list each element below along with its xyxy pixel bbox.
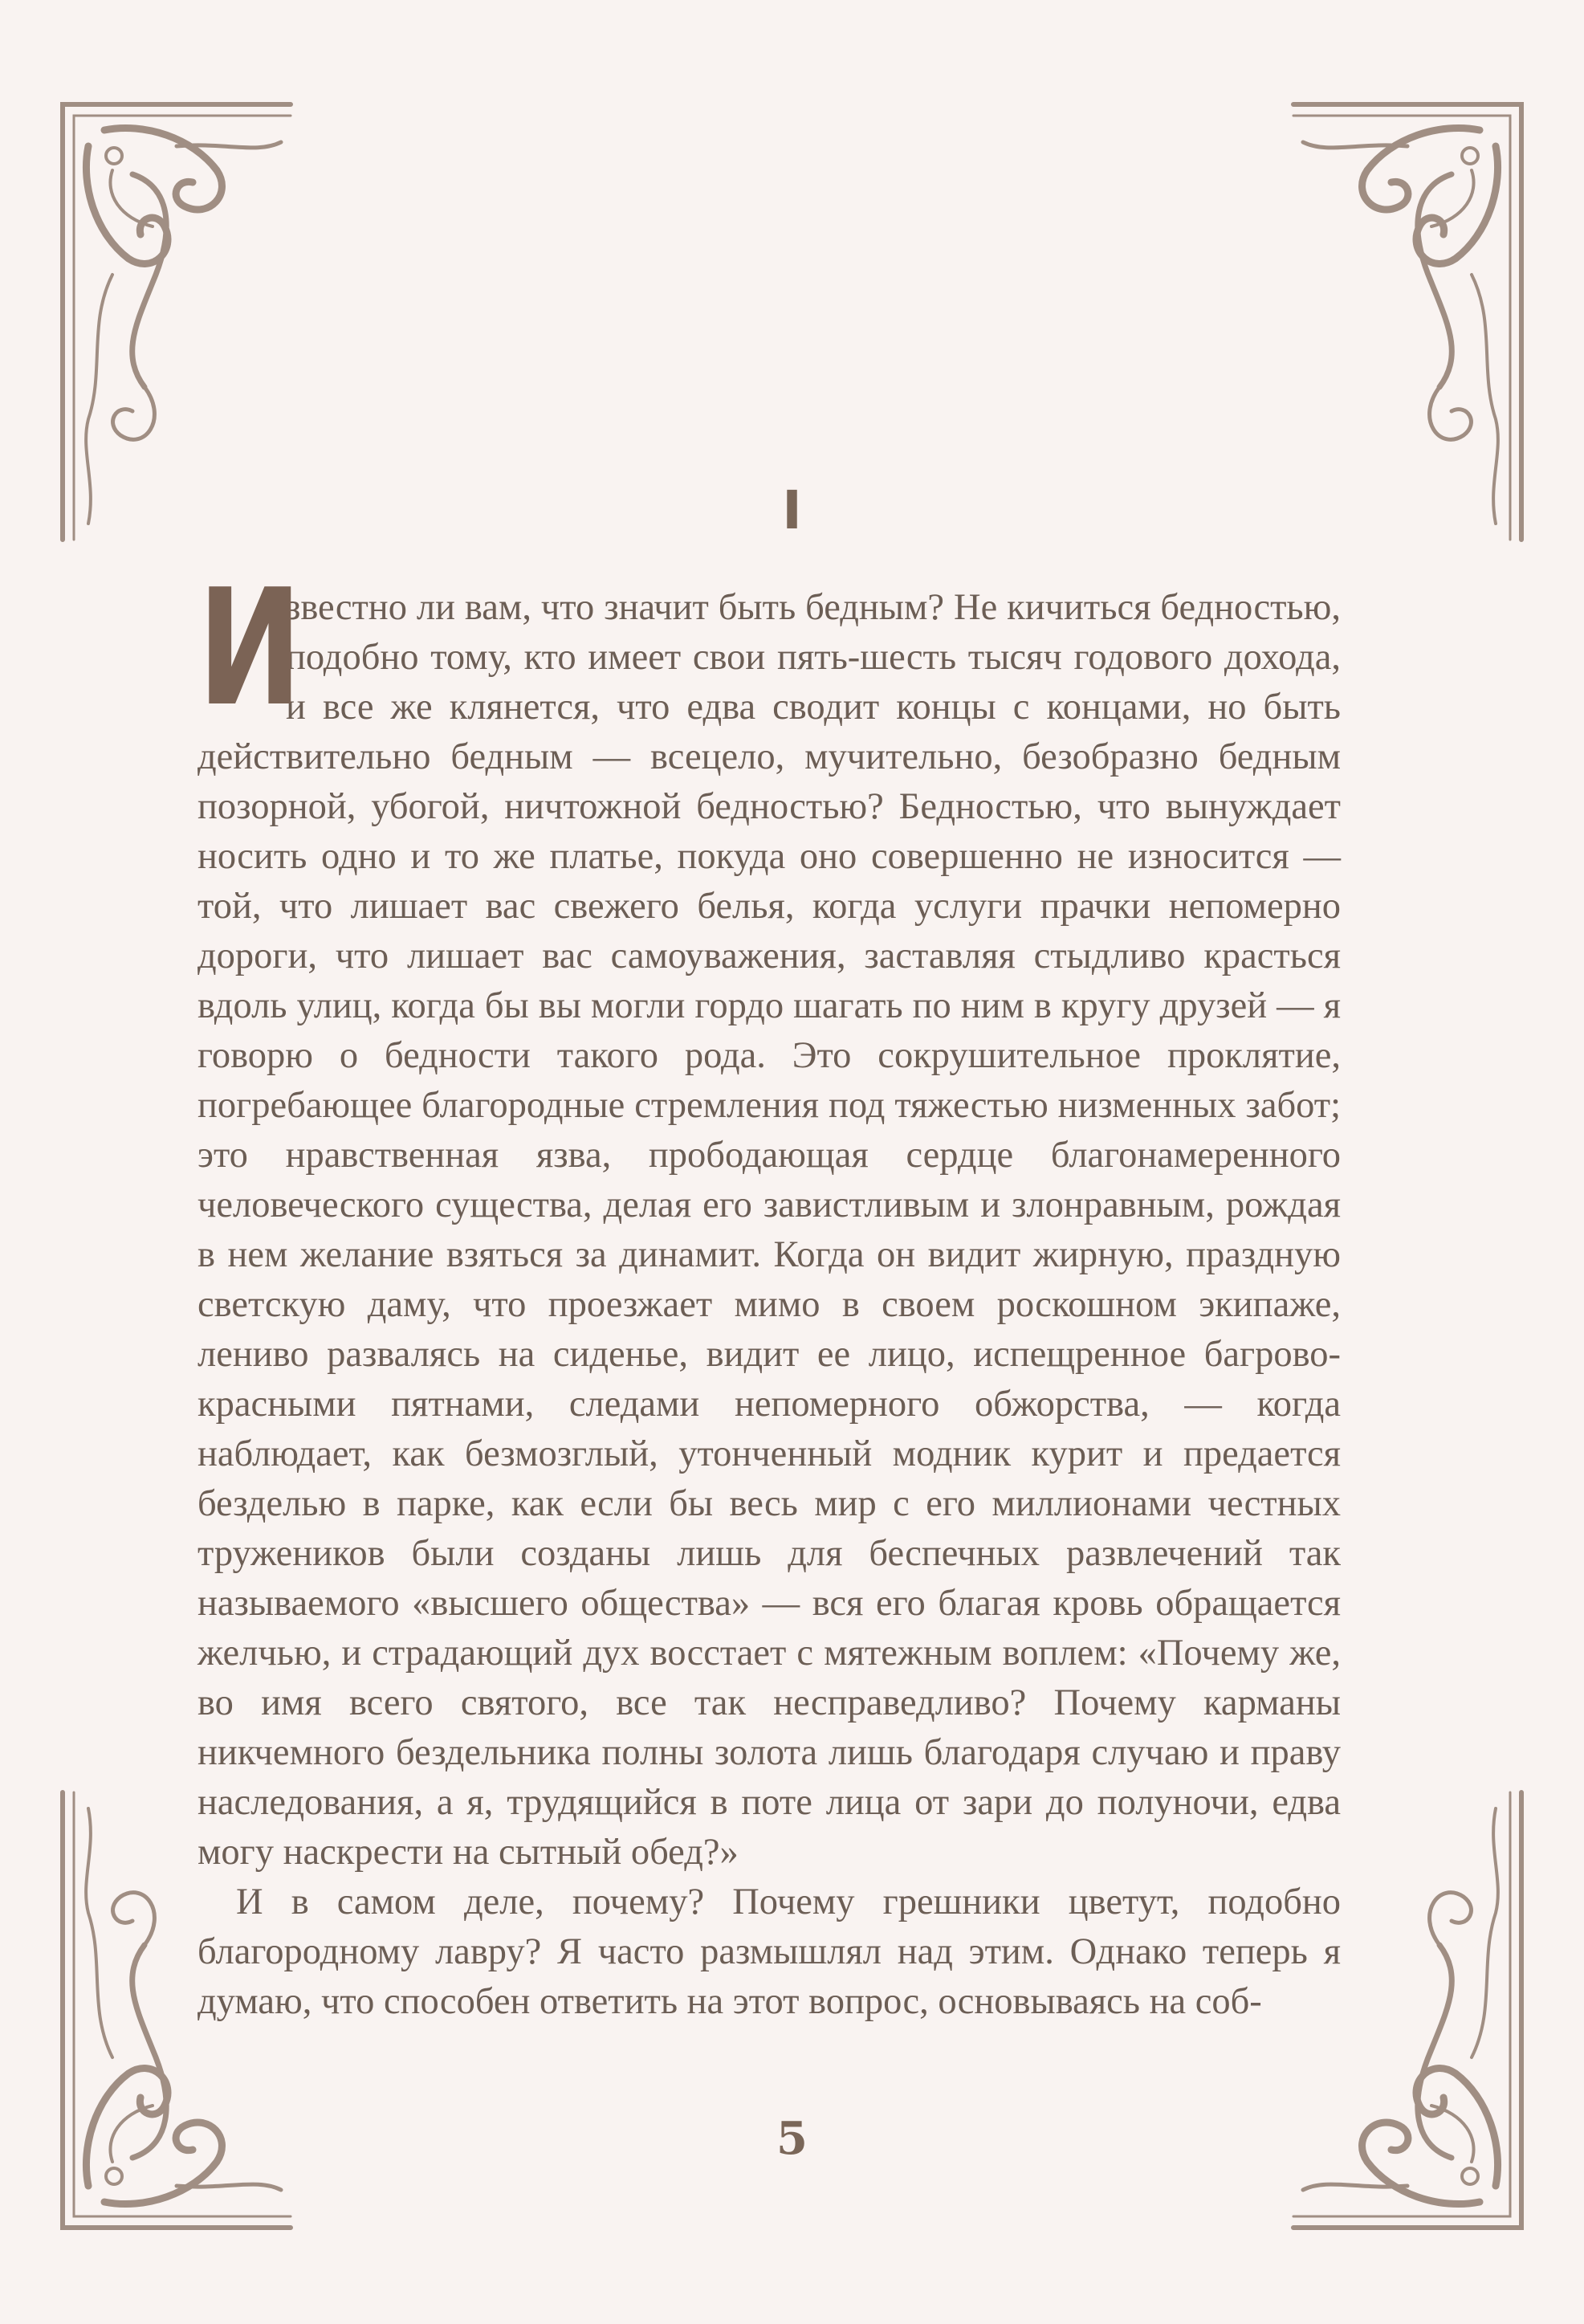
paragraph [197,555,1341,1878]
paragraph-text: звестно ли вам, что значит быть бедным? Не кичиться бедностью, подобно тому, кто имеет свои пять-шесть тысяч годового дохода, и все же клянется, что едва сводит концы с концами, но быть действительно бедным — всецело, мучительно, безобразно бедным позорной, убогой, ничтожной бедностью? Бедностью, что вынуждает носить одно и то же платье, покуда оно совершенно не износится — той, что лишает вас свежего белья, когда услуги прачки непомерно дороги, что лишает вас самоуважения, заставляя стыдливо красться вдоль улиц, когда бы вы могли гордо шагать по ним в кругу друзей — я говорю о бедности такого рода. Это сокрушительное проклятие, погребающее благородные стремления под тяжестью низменных забот; это нравственная язва, прободающая сердце благонамеренного человеческого существа, делая его завистливым и злонравным, рождая в нем желание взяться за динамит. Когда он видит жирную, праздную светскую даму, что проезжает мимо в своем роскошном экипаже, лениво развалясь на сиденье, видит ее лицо, испещренное багрово-красными пятнами, следами непомерного обжорства, — когда наблюдает, как безмозглый, утонченный модник курит и предается безделью в парке, как если бы весь мир с его миллионами честных тружеников были созданы лишь для беспечных развлечений так называемого «высшего общества» — вся его благая кровь обращается желчью, и страдающий дух восстает с мятежным воплем: «Почему же, во имя всего святого, все так несправедливо? Почему карманы никчемного бездельника полны золота лишь благодаря случаю и праву наследования, а я, трудящийся в поте лица от зари до полуночи, едва могу наскрести на сытный обед?» [197,587,1341,1873]
chapter-heading: I [782,479,802,541]
drop-cap: И [197,555,303,742]
paragraph: И в самом деле, почему? Почему грешники цветут, подобно благородному лавру? Я часто размышлял над этим. Однако теперь я думаю, что способен ответить на этот вопрос, основываясь на соб- [197,1882,1341,2022]
page-number: 5 [776,2112,808,2165]
body-text [197,555,1341,2027]
